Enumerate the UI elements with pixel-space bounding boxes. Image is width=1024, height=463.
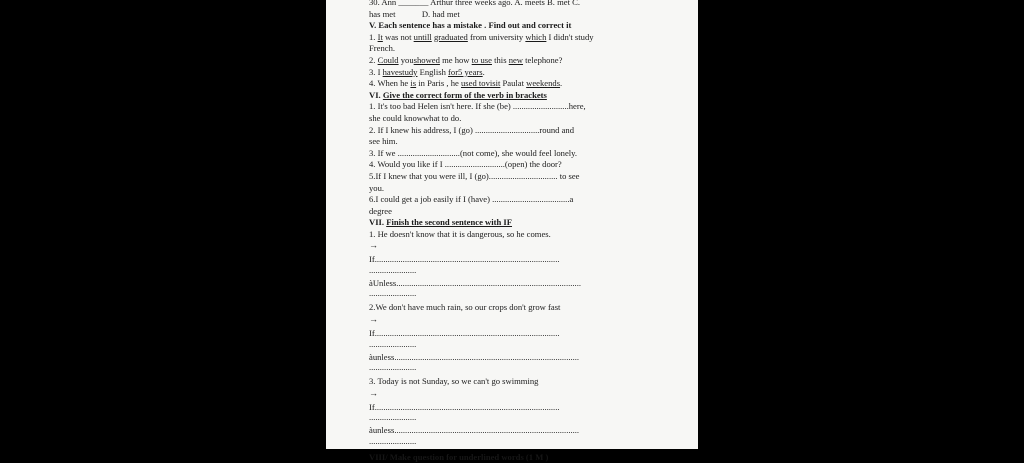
underlined-word: havestudy — [382, 66, 418, 77]
section-vi-number: VI. — [369, 89, 383, 100]
sentence-text: English — [417, 66, 449, 77]
sentence-text: 1. — [369, 31, 378, 42]
sentence-text: me how — [439, 54, 472, 65]
sentence-text: 4. When he — [369, 78, 411, 89]
section-v-item — [369, 55, 654, 67]
answer-dots: ...................................................................................... — [374, 401, 560, 412]
answer-line-if — [369, 327, 654, 340]
section-v-item — [369, 67, 654, 79]
answer-dots-continuation: ...................... — [369, 412, 417, 423]
sentence-text: 2. — [369, 54, 378, 65]
partial-question-line: 30. Ann _______ Arthur three weeks ago. A. meets B. met C. — [369, 0, 580, 7]
underlined-word: untill — [413, 31, 432, 42]
answer-prefix: If — [369, 254, 375, 265]
answer-prefix: àunless — [369, 351, 395, 362]
sentence-text: in Paris , he — [416, 78, 461, 89]
section-vi-item: 5.If I knew that you were ill, I (go)................................ to see — [369, 170, 580, 181]
answer-dots-continuation: ...................... — [369, 338, 417, 349]
underlined-word: which — [525, 31, 547, 42]
section-v-heading: V. Each sentence has a mistake . Find out and correct it — [369, 20, 572, 31]
section-vi-heading — [369, 90, 654, 102]
section-vi-item-continuation: see him. — [369, 136, 398, 147]
section-vi-item: 2. If I knew his address, I (go) ..............................round and — [369, 124, 575, 135]
answer-dots: ...................................................................................... — [374, 328, 560, 339]
sentence-text: telephone? — [523, 54, 563, 65]
section-vi-item: 4. Would you like if I ............................(open) the door? — [369, 159, 562, 170]
section-vi-item: 6.I could get a job easily if I (have) ....................................a — [369, 194, 574, 205]
sentence-text: 3. I — [369, 66, 383, 77]
answer-dots-continuation: ...................... — [369, 435, 417, 446]
section-vii-question: 3. Today is not Sunday, so we can't go swimming — [369, 376, 539, 387]
answer-dots: ...................................................................................... — [394, 425, 580, 436]
answer-line-unless — [369, 424, 654, 437]
section-vi-item-continuation: you. — [369, 182, 385, 193]
section-vii-question: 1. He doesn't know that it is dangerous, so he comes. — [369, 228, 551, 239]
section-vii-number: VII. — [369, 217, 387, 228]
section-v-item — [369, 78, 654, 90]
sentence-text: . — [560, 78, 563, 89]
option-d-text: D. had met — [421, 8, 460, 19]
section-viii-heading: VIII/ Make question for underlined words (1 M ) — [369, 451, 549, 462]
sentence-text: was not — [382, 31, 414, 42]
underlined-word: Could — [377, 54, 399, 65]
section-vi-item: 3. If we .............................(not come), she would feel lonely. — [369, 147, 578, 158]
underlined-word: weekends — [526, 78, 561, 89]
underlined-word: showed — [413, 54, 440, 65]
underlined-word: new — [508, 54, 524, 65]
answer-prefix: If — [369, 328, 375, 339]
section-vii-question: 2.We don't have much rain, so our crops don't grow fast — [369, 302, 561, 313]
answer-dots: ...................................................................................... — [396, 277, 581, 288]
underlined-word: to use — [471, 54, 492, 65]
options-line — [369, 9, 654, 21]
section-v-items — [369, 32, 654, 90]
arrow-icon: → — [369, 314, 378, 325]
answer-dots: ...................................................................................... — [374, 254, 560, 265]
sentence-text: . — [482, 66, 485, 77]
section-vi-title: Give the correct form of the verb in brackets — [382, 89, 547, 100]
underlined-word: graduated — [433, 31, 468, 42]
underlined-word: It — [377, 31, 383, 42]
document-page — [326, 0, 698, 462]
section-vii-items — [369, 229, 654, 450]
sentence-text: you — [398, 54, 414, 65]
section-v-item-continuation: French. — [369, 43, 396, 54]
section-vi-item-continuation: she could knowwhat to do. — [369, 112, 462, 123]
spacer — [369, 448, 654, 450]
sentence-text: from university — [467, 31, 526, 42]
option-c-text: has met — [369, 8, 396, 19]
answer-prefix: If — [369, 401, 375, 412]
section-vi-item-continuation: degree — [369, 205, 392, 216]
arrow-icon: → — [369, 240, 378, 251]
answer-dots-continuation: ...................... — [369, 362, 417, 373]
sentence-text: Paulat — [500, 78, 527, 89]
sentence-text: I didn't study — [546, 31, 594, 42]
section-v-item — [369, 32, 654, 44]
sentence-text: this — [491, 54, 509, 65]
underlined-word: is — [410, 78, 417, 89]
section-vi-item: 1. It's too bad Helen isn't here. If she (be) ..........................here, — [369, 101, 586, 112]
arrow-icon: → — [369, 387, 378, 398]
document-content — [369, 0, 654, 463]
answer-prefix: àUnless — [369, 277, 397, 288]
answer-dots-continuation: ...................... — [369, 264, 417, 275]
section-vi-items — [369, 101, 654, 217]
answer-dots-continuation: ...................... — [369, 288, 417, 299]
section-vii-heading — [369, 217, 654, 229]
answer-dots: ...................................................................................... — [394, 351, 580, 362]
section-vii-title: Finish the second sentence with IF — [386, 217, 513, 228]
underlined-word: used tovisit — [460, 78, 501, 89]
underlined-word: for5 years — [448, 66, 483, 77]
answer-prefix: àunless — [369, 425, 395, 436]
